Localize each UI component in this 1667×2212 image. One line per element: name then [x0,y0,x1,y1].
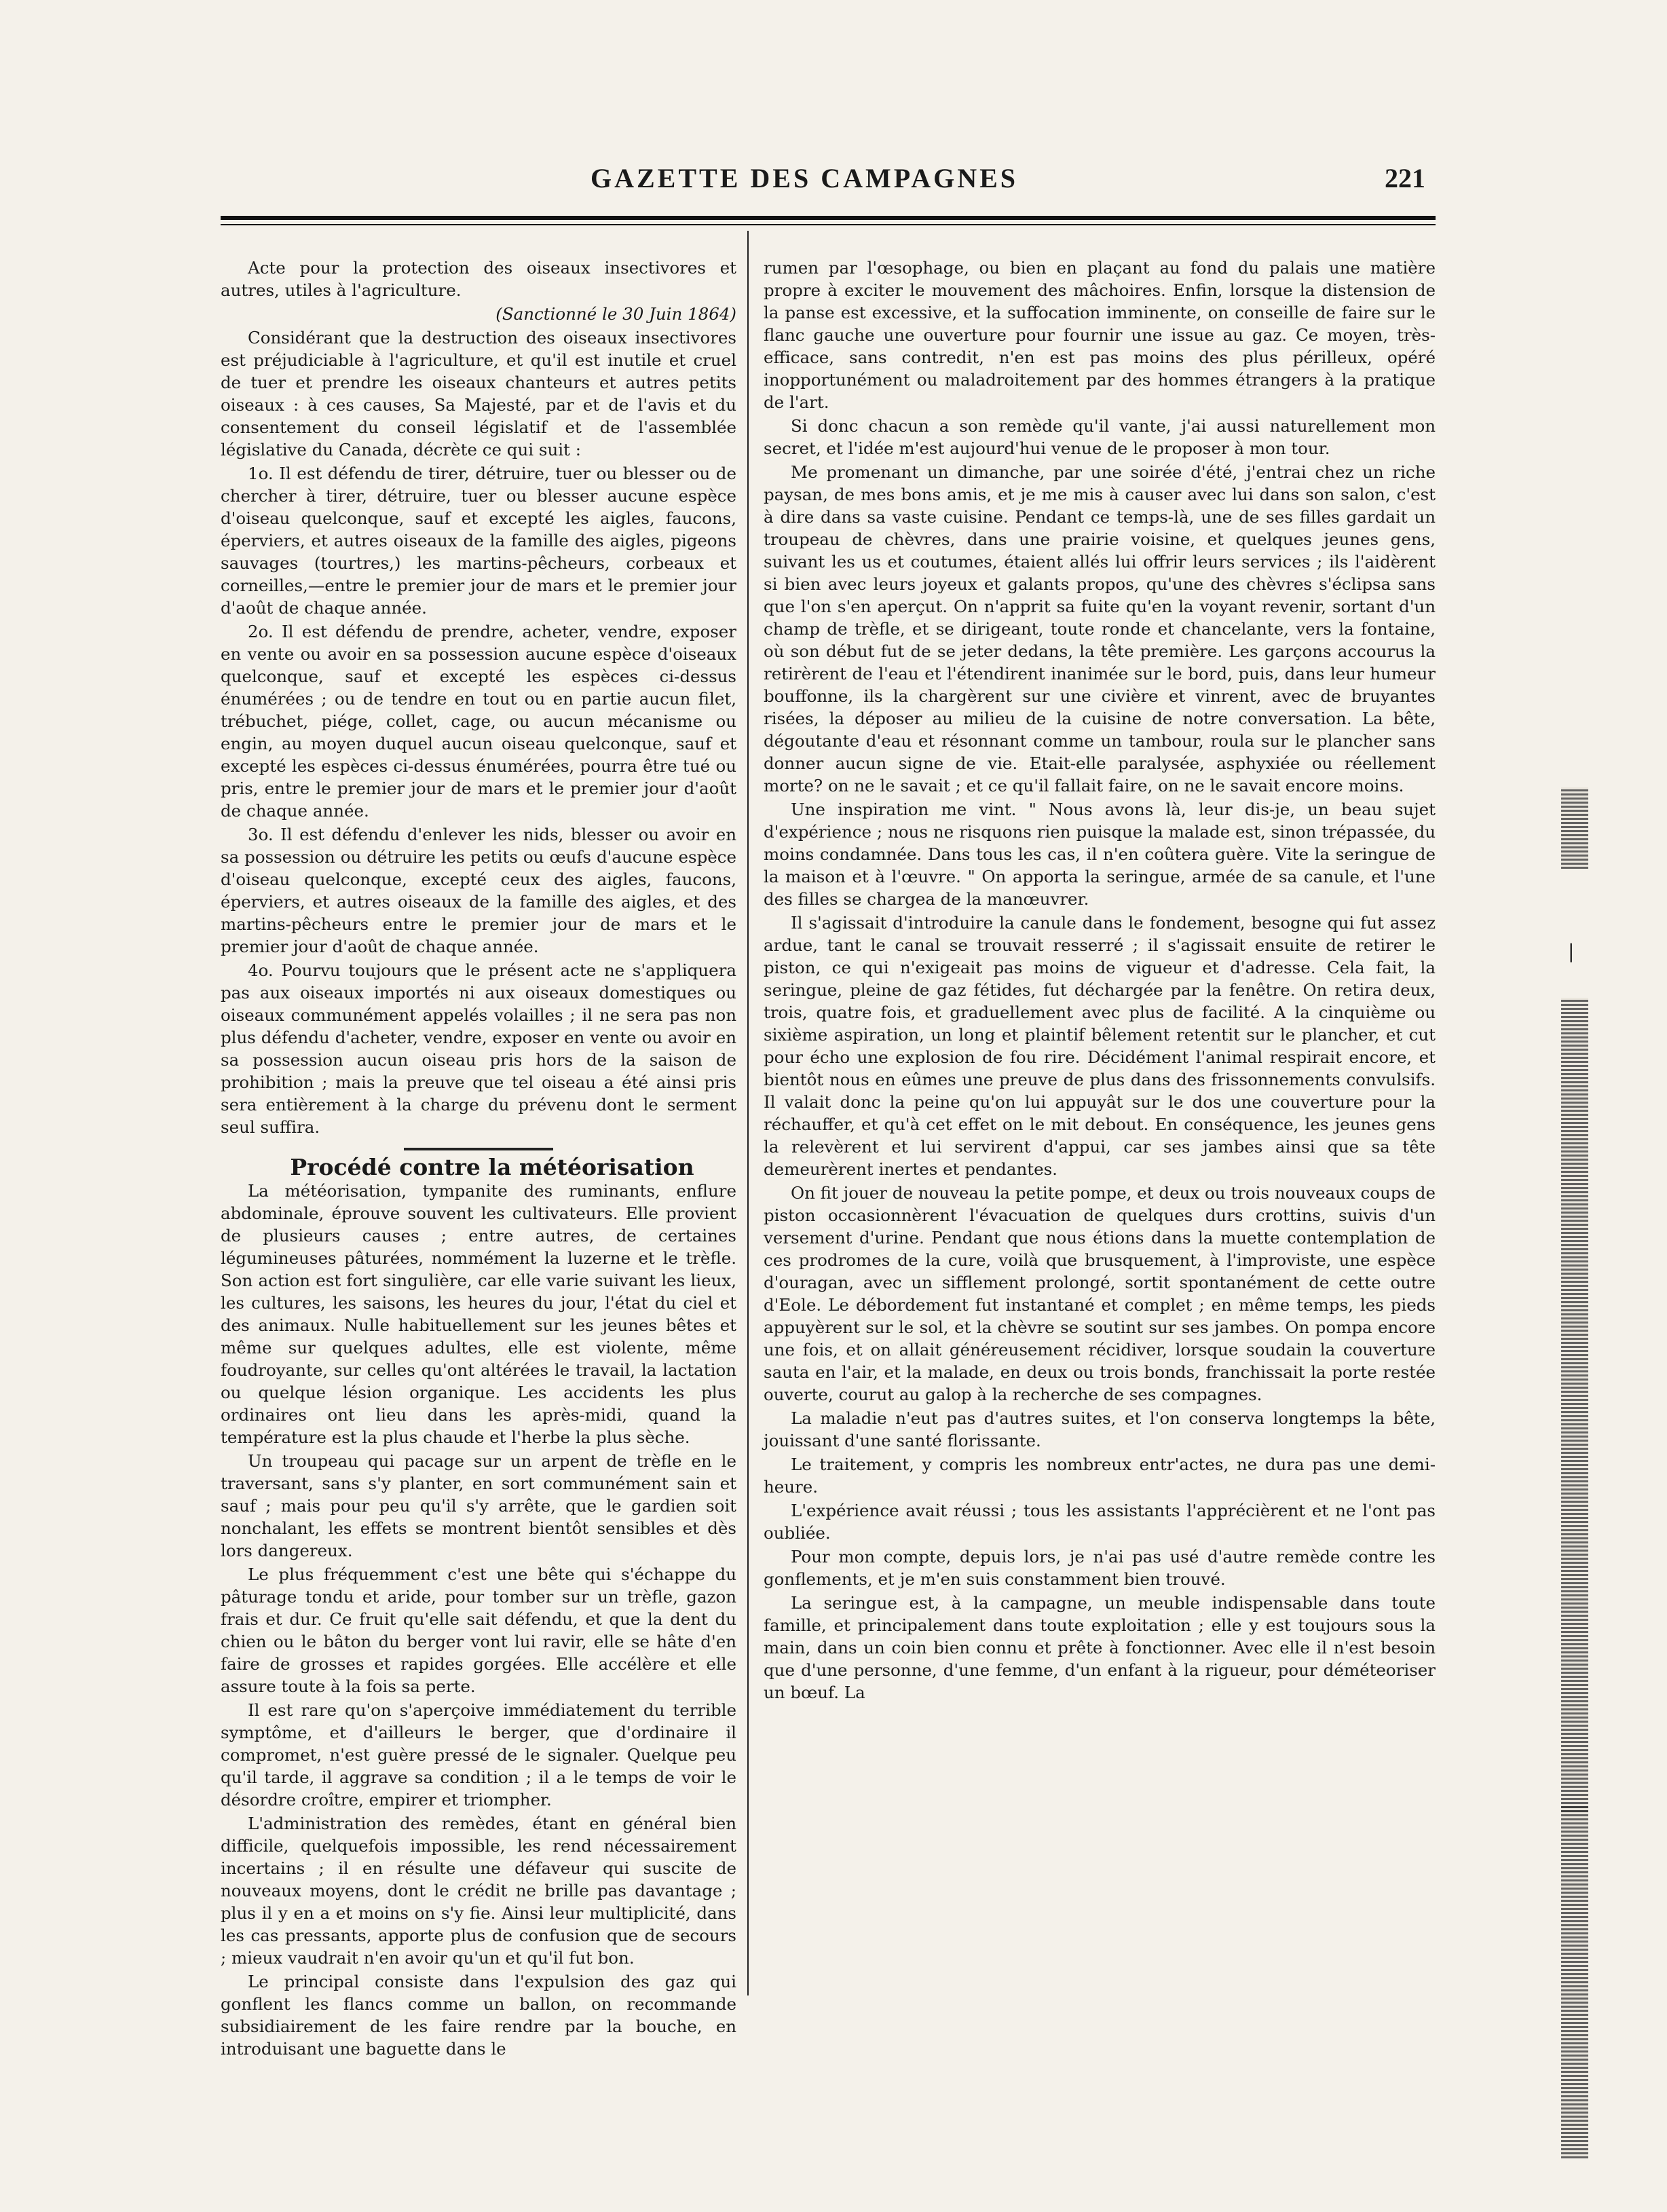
right-column [764,257,1436,1705]
paragraph: La seringue est, à la campagne, un meuble indispensable dans toute famille, et principalement dans toute exploitation ; elle y est toujours sous la main, dans un coin bien connu et prête à fonctionner. Avec elle il n'est besoin que d'une personne, d'une femme, d'un enfant à la rigueur, pour déméteoriser un bœuf. La [764,1593,1436,1702]
section-title: Procédé contre la météorisation [290,1154,694,1180]
paragraph: Le principal consiste dans l'expulsion des gaz qui gonflent les flancs comme un ballon, on recommande subsidiairement de les faire rendre par la bouche, en introduisant une baguette dans le [221,1972,736,2059]
paragraph: La maladie n'eut pas d'autres suites, et l'on conserva longtemps la bête, jouissant d'une santé florissante. [764,1408,1436,1450]
binding-edge-strip [1561,787,1588,869]
page-number: 221 [1385,162,1425,193]
section-divider [404,1148,553,1150]
act-title: Acte pour la protection des oiseaux insectivores et autres, utiles à l'agriculture. [221,258,736,300]
left-column [221,257,736,2061]
paragraph: Si donc chacun a son remède qu'il vante, j'ai aussi naturellement mon secret, et l'idée m'est aujourd'hui venue de le proposer à mon tour. [764,416,1436,458]
paragraph: Il est rare qu'on s'aperçoive immédiatement du terrible symptôme, et d'ailleurs le berger, que d'ordinaire il compromet, n'est guère pressé de le signaler. Quelque peu qu'il tarde, il aggrave sa condition ; il a le temps de voir le désordre croître, empirer et triompher. [221,1700,736,1810]
paragraph: rumen par l'œsophage, ou bien en plaçant au fond du palais une matière propre à exciter le mouvement des mâchoires. Enfin, lorsque la distension de la panse est excessive, et la suffocation imminente, on conseille de faire sur le flanc gauche une ouverture pour fournir une issue au gaz. Ce moyen, très-efficace, sans contredit, n'en est pas moins des plus périlleux, opéré inopportunément ou maladroitement par des hommes étrangers à la pratique de l'art. [764,258,1436,412]
header-rule [221,216,1436,220]
paragraph: 3o. Il est défendu d'enlever les nids, blesser ou avoir en sa possession ou détruire les petits ou œufs d'aucune espèce d'oiseau quelconque, excepté ceux des aigles, faucons, éperviers, et autres oiseaux de la famille des aigles, et des martins-pêcheurs entre le premier jour de mars et le premier jour d'août de chaque année. [221,825,736,956]
page-header [475,157,1459,198]
paragraph: L'expérience avait réussi ; tous les assistants l'apprécièrent et ne l'ont pas oubliée. [764,1501,1436,1543]
sanction-date: (Sanctionné le 30 Juin 1864) [495,304,736,324]
paragraph: 4o. Pourvu toujours que le présent acte ne s'appliquera pas aux oiseaux importés ni aux oiseaux domestiques ou oiseaux communément appelés volailles ; il ne sera pas non plus défendu d'acheter, vendre, exposer en vente ou avoir en sa possession aucun oiseau pris hors de la saison de prohibition ; mais la preuve que tel oiseau a été ainsi pris sera entièrement à la charge du prévenu dont le serment seul suffira. [221,960,736,1137]
paragraph: On fit jouer de nouveau la petite pompe, et deux ou trois nouveaux coups de piston occasionnèrent l'évacuation de quelques durs crottins, suivis d'un versement d'urine. Pendant que nous étions dans la muette contemplation de ces prodromes de la cure, voilà que brusquement, à l'improviste, une espèce d'ouragan, avec un sifflement prolongé, sortit spontanément de cette outre d'Eole. Le débordement fut instantané et complet ; en même temps, les pieds appuyèrent sur le sol, et la chèvre se soutint sur ses jambes. On pompa encore une fois, et on allait généreusement récidiver, lorsque soudain la couverture sauta en l'air, et la malade, en deux ou trois bonds, franchissait la porte restée ouverte, courut au galop à la recherche de ses compagnes. [764,1183,1436,1404]
paragraph: L'administration des remèdes, étant en général bien difficile, quelquefois impossible, les rend nécessairement incertains ; il en résulte une défaveur qui suscite de nouveaux moyens, dont le crédit ne brille pas davantage ; plus il y en a et moins on s'y fie. Ainsi leur multiplicité, dans les cas pressants, apporte plus de confusion que de secours ; mieux vaudrait n'en avoir qu'un et qu'il fut bon. [221,1814,736,1968]
paragraph: Une inspiration me vint. " Nous avons là, leur dis-je, un beau sujet d'expérience ; nous ne risquons rien puisque la malade est, sinon trépassée, du moins condamnée. Dans tous les cas, il n'en coûtera guère. Vite la seringue de la maison et à l'œuvre. " On apporta la seringue, armée de sa canule, et l'une des filles se chargea de la manœuvrer. [764,800,1436,909]
journal-title: GAZETTE DES CAMPAGNES [591,162,1019,193]
binding-edge-strip [1561,1805,1588,2158]
paragraph: La météorisation, tympanite des ruminants, enflure abdominale, éprouve souvent les cultivateurs. Elle provient de plusieurs causes ; entre autres, de certaines légumineuses pâturées, nommément la luzerne et le trèfle. Son action est fort singulière, car elle varie suivant les lieux, les cultures, les saisons, les heures du jour, l'état du ciel et des animaux. Nulle habituellement sur les jeunes bêtes et même sur quelques adultes, elle est violente, même foudroyante, sur celles qu'ont altérées le travail, la lactation ou quelque lésion organique. Les accidents les plus ordinaires ont lieu dans les après-midi, quand la température est la plus chaude et l'herbe la plus sèche. [221,1181,736,1447]
paragraph: Me promenant un dimanche, par une soirée d'été, j'entrai chez un riche paysan, de mes bons amis, et je me mis à causer avec lui dans son salon, c'est à dire dans sa vaste cuisine. Pendant ce temps-là, une de ses filles gardait un troupeau de chèvres, dans une prairie voisine, et quelques jeunes gens, suivant les us et coutumes, étaient allés lui offrir leurs services ; ils l'aidèrent si bien avec leurs joyeux et galants propos, qu'une des chèvres s'éclipsa sans que l'on s'en aperçut. On n'apprit sa fuite qu'en la voyant revenir, sortant d'un champ de trèfle, et se dirigeant, toute ronde et chancelante, vers la fontaine, où son début fut de se jeter dedans, la tête première. Les garçons accourus la retirèrent de l'eau et l'étendirent inanimée sur le bord, puis, dans leur humeur bouffonne, ils la chargèrent sur une civière et vinrent, avec de bruyantes risées, la déposer au milieu de la cuisine de notre conversation. La bête, dégoutante d'eau et résonnant comme un tambour, roula sur le plancher sans donner aucun signe de vie. Etait-elle paralysée, asphyxiée ou réellement morte? on ne le savait ; et ce qu'il fallait faire, on ne le savait encore moins. [764,462,1436,795]
paragraph: Le plus fréquemment c'est une bête qui s'échappe du pâturage tondu et aride, pour tomber sur un trèfle, gazon frais et dur. Ce fruit qu'elle sait défendu, et que la dent du chien ou le bâton du berger vont lui ravir, elle se hâte d'en faire de grosses et rapides gorgées. Elle accélère et elle assure toute à la fois sa perte. [221,1564,736,1696]
paragraph: Un troupeau qui pacage sur un arpent de trèfle en le traversant, sans s'y planter, en sort communément sain et sauf ; mais pour peu qu'il s'y arrête, que le gardien soit nonchalant, les effets se montrent bientôt sensibles et dès lors dangereux. [221,1451,736,1560]
paragraph: Il s'agissait d'introduire la canule dans le fondement, besogne qui fut assez ardue, tant le canal se trouvait resserré ; il s'agissait ensuite de retirer le piston, ce qui n'exigeait pas moins de vigueur et d'adresse. Cela fait, la seringue, pleine de gaz fétides, fut déchargée par la fenêtre. On retira deux, trois, quatre fois, et graduellement avec plus de facilité. A la cinquième ou sixième aspiration, un long et plaintif bêlement retentit sur le plancher, et cut pour écho une explosion de fou rire. Décidément l'animal respirait encore, et bientôt nous en eûmes une preuve de plus dans des frissonnements convulsifs. Il valait donc la peine qu'on lui appuyât sur le dos une couverture pour la réchauffer, et qu'à cet effet on le mit debout. En conséquence, les jeunes gens la relevèrent et lui servirent d'appui, car ses jambes ainsi que sa tête demeurèrent inertes et pendantes. [764,913,1436,1179]
header-rule-thin [221,224,1436,225]
paragraph: Le traitement, y compris les nombreux entr'actes, ne dura pas une demi-heure. [764,1455,1436,1497]
binding-edge-strip [1561,998,1588,1812]
paragraph: 2o. Il est défendu de prendre, acheter, vendre, exposer en vente ou avoir en sa possession aucune espèce d'oiseaux quelconque, sauf et excepté les espèces ci-dessus énumérées ; ou de tendre en tout ou en partie aucun filet, trébuchet, piége, collet, cage, ou aucun mécanisme ou engin, au moyen duquel aucun oiseau quelconque, sauf et excepté les espèces ci-dessus énumérées, pourra être tué ou pris, entre le premier jour de mars et le premier jour d'août de chaque année. [221,622,736,821]
paragraph: Pour mon compte, depuis lors, je n'ai pas usé d'autre remède contre les gonflements, et je m'en suis constamment bien trouvé. [764,1547,1436,1589]
paragraph: Considérant que la destruction des oiseaux insectivores est préjudiciable à l'agriculture, et qu'il est inutile et cruel de tuer et prendre les oiseaux chanteurs et autres petits oiseaux : à ces causes, Sa Majesté, par et de l'avis et du consentement du conseil législatif et de l'assemblée législative du Canada, décrète ce qui suit : [221,328,736,460]
binding-mark: ❘ [1563,940,1579,962]
paragraph: 1o. Il est défendu de tirer, détruire, tuer ou blesser ou de chercher à tirer, détruire, tuer ou blesser aucune espèce d'oiseau quelconque, sauf et excepté les aigles, faucons, éperviers, et autres oiseaux de la famille des aigles, pigeons sauvages (tourtres,) les martins-pêcheurs, corbeaux et corneilles,—entre le premier jour de mars et le premier jour d'août de chaque année. [221,464,736,618]
column-divider [747,231,749,1995]
